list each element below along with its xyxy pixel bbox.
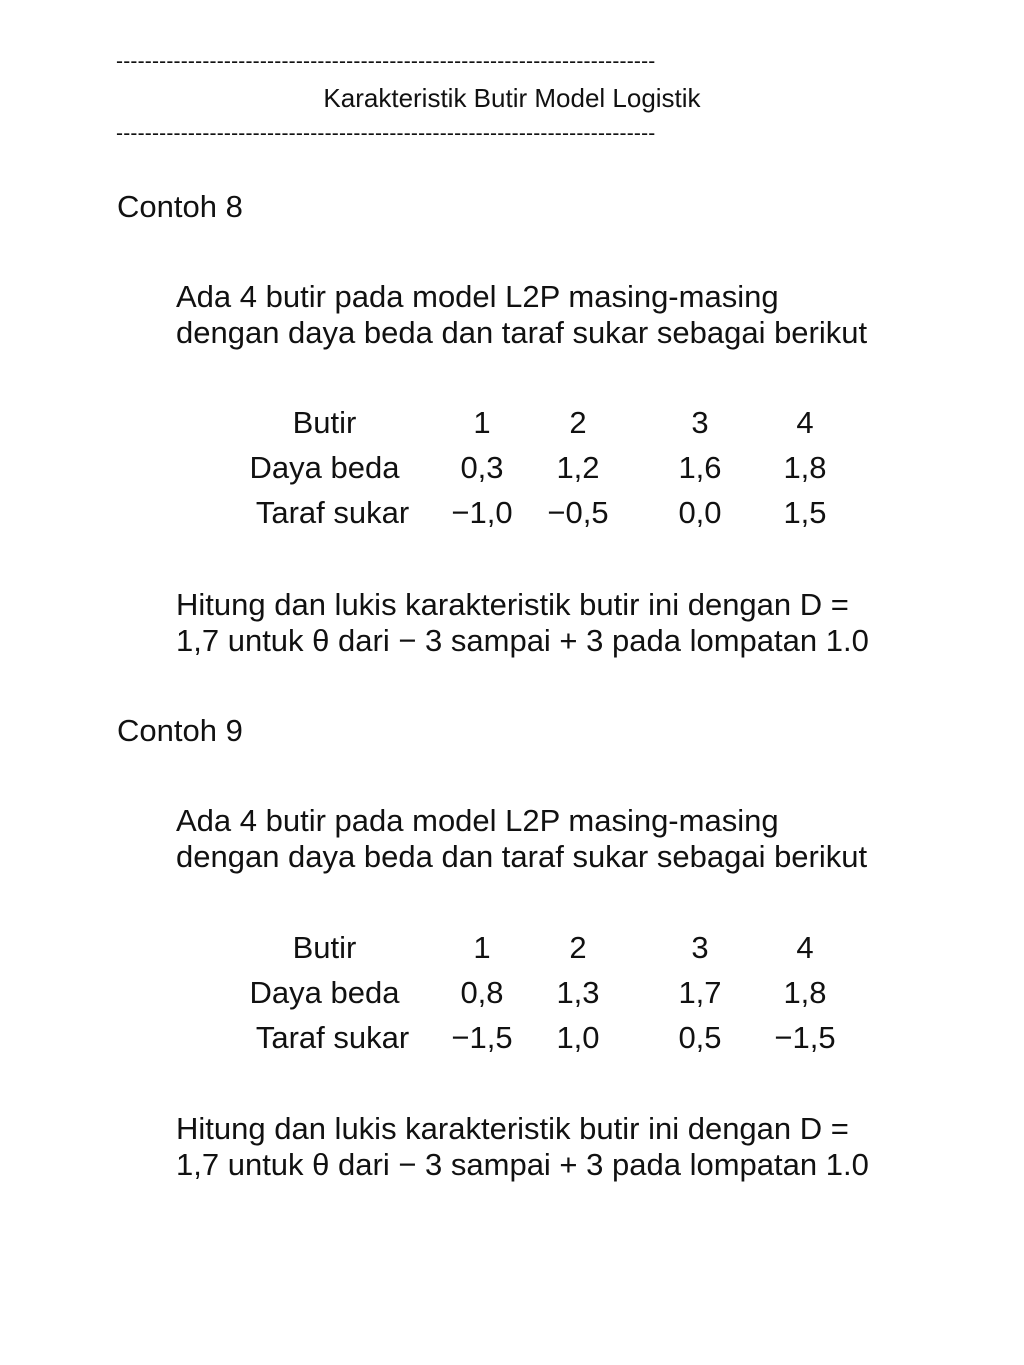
table-cell: 1 (473, 930, 491, 965)
example-9-heading: Contoh 9 (117, 713, 243, 748)
intro-line: dengan daya beda dan taraf sukar sebagai berikut (176, 315, 868, 350)
row-label: Taraf sukar (255, 1020, 410, 1055)
example-8-task (176, 587, 976, 659)
table-cell: 2 (569, 405, 587, 440)
example-9-intro (176, 803, 976, 875)
intro-line: Ada 4 butir pada model L2P masing-masing (176, 279, 779, 314)
row-label: Butir (292, 930, 357, 965)
example-9-task (176, 1111, 976, 1183)
table-cell: 0,5 (678, 1020, 722, 1055)
table-cell: −1,0 (451, 495, 513, 530)
table-cell: 2 (569, 930, 587, 965)
table-cell: 0,8 (460, 975, 504, 1010)
table-row (240, 495, 860, 531)
row-label: Butir (292, 405, 357, 440)
table-cell: −0,5 (547, 495, 609, 530)
task-line: 1,7 untuk θ dari − 3 sampai + 3 pada lompatan 1.0 (176, 623, 869, 658)
page-title: Karakteristik Butir Model Logistik (323, 83, 701, 113)
header-rule-top: --------------------------------------------------------------------------- (116, 50, 656, 73)
table-row (240, 975, 860, 1011)
task-line: 1,7 untuk θ dari − 3 sampai + 3 pada lompatan 1.0 (176, 1147, 869, 1182)
task-line: Hitung dan lukis karakteristik butir ini dengan D = (176, 587, 849, 622)
row-label: Taraf sukar (255, 495, 410, 530)
row-label: Daya beda (249, 450, 400, 485)
table-cell: 1,8 (783, 450, 827, 485)
table-cell: 1,3 (556, 975, 600, 1010)
intro-line: dengan daya beda dan taraf sukar sebagai berikut (176, 839, 868, 874)
header-rule-bottom: --------------------------------------------------------------------------- (116, 122, 656, 145)
table-cell: 1,7 (678, 975, 722, 1010)
table-cell: 0,0 (678, 495, 722, 530)
table-header-row (240, 930, 860, 966)
table-cell: −1,5 (451, 1020, 513, 1055)
table-cell: 1,5 (783, 495, 827, 530)
task-line: Hitung dan lukis karakteristik butir ini dengan D = (176, 1111, 849, 1146)
table-cell: 1,6 (678, 450, 722, 485)
intro-line: Ada 4 butir pada model L2P masing-masing (176, 803, 779, 838)
table-row (240, 1020, 860, 1056)
table-cell: 0,3 (460, 450, 504, 485)
table-cell: 1 (473, 405, 491, 440)
example-8-intro (176, 279, 976, 351)
table-cell: −1,5 (774, 1020, 836, 1055)
table-cell: 1,2 (556, 450, 600, 485)
table-header-row (240, 405, 860, 441)
table-cell: 3 (691, 405, 709, 440)
table-cell: 1,0 (556, 1020, 600, 1055)
example-8-heading: Contoh 8 (117, 189, 243, 224)
table-cell: 3 (691, 930, 709, 965)
table-row (240, 450, 860, 486)
table-cell: 4 (796, 405, 814, 440)
table-cell: 1,8 (783, 975, 827, 1010)
table-cell: 4 (796, 930, 814, 965)
row-label: Daya beda (249, 975, 400, 1010)
